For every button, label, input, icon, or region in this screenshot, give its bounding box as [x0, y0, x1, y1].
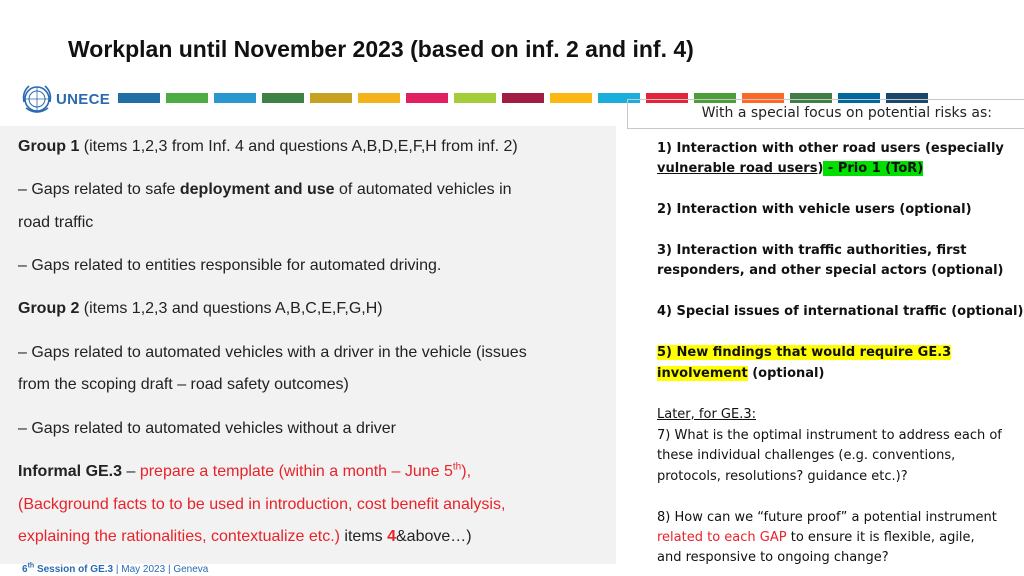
informal-line3	[18, 528, 472, 546]
gap-text: – Gaps related to safe	[18, 181, 180, 198]
risk-4: 4) Special issues of international traffic (optional)	[657, 304, 1024, 319]
informal-dash: –	[122, 463, 140, 480]
risk-5-highlight: 5) New findings that would require GE.3	[657, 345, 952, 360]
question-8-line1: 8) How can we “future proof” a potential instrument	[657, 510, 997, 525]
risk-1-line1: 1) Interaction with other road users (especially	[657, 141, 1004, 156]
group1-gap2: – Gaps related to entities responsible for automated driving.	[18, 257, 442, 274]
gap-text: of automated vehicles in	[334, 181, 512, 198]
unece-logo	[20, 82, 110, 116]
question-7-line2: these individual challenges (e.g. conventions,	[657, 448, 956, 463]
question-8-line2	[657, 528, 975, 549]
risk-1-line2	[657, 159, 923, 180]
risk-1-underlined: vulnerable road users	[657, 161, 818, 176]
informal-task-text: prepare a template (within a month – June 5	[139, 463, 453, 480]
sdg-color-segment	[550, 93, 592, 103]
risk-2: 2) Interaction with vehicle users (optional)	[657, 202, 972, 217]
group1-gap1-line1	[18, 181, 512, 199]
unece-wordmark: UNECE	[56, 90, 111, 108]
sdg-color-segment	[310, 93, 352, 103]
items-end: …)	[450, 528, 472, 545]
later-heading: Later, for GE.3:	[657, 407, 756, 422]
footer-date: May 2023	[121, 564, 166, 575]
sdg-color-segment	[454, 93, 496, 103]
risk-5-line2	[657, 364, 824, 385]
group2-gap1-line1: – Gaps related to automated vehicles with a driver in the vehicle (issues	[18, 344, 527, 361]
group2-gap1-line2: from the scoping draft – road safety outcomes)	[18, 376, 349, 393]
sdg-color-segment	[262, 93, 304, 103]
group2-line	[18, 300, 383, 318]
footer-separator: |	[113, 564, 122, 575]
informal-line1	[18, 463, 471, 481]
question-7-line1: 7) What is the optimal instrument to address each of	[657, 428, 1002, 443]
sdg-color-segment	[358, 93, 400, 103]
group2-detail: (items 1,2,3 and questions A,B,C,E,F,G,H)	[83, 300, 383, 317]
sdg-color-segment	[502, 93, 544, 103]
footer-place: Geneva	[173, 564, 209, 575]
sdg-color-segment	[406, 93, 448, 103]
question-8-red: related to each GAP	[657, 530, 787, 545]
page-title: Workplan until November 2023 (based on inf. 2 and inf. 4)	[68, 36, 694, 62]
prio-badge: - Prio 1 (ToR)	[823, 161, 924, 176]
sdg-color-segment	[118, 93, 160, 103]
informal-task	[140, 463, 471, 480]
group1-detail: (items 1,2,3 from Inf. 4 and questions A,B,D,E,F,H from inf. 2)	[83, 138, 518, 155]
footer-session-sup: th	[27, 562, 35, 570]
risk-3-line1: 3) Interaction with traffic authorities, first	[657, 243, 967, 258]
un-emblem-icon	[20, 82, 54, 116]
informal-line2: (Background facts to to be used in introduction, cost benefit analysis,	[18, 496, 506, 513]
risk-5-highlight: involvement	[657, 366, 748, 381]
group2-label: Group 2	[18, 300, 80, 317]
informal-task-sup: th	[452, 461, 462, 473]
items-above: &above	[396, 528, 451, 545]
risk-3-line2: responders, and other special actors (optional)	[657, 263, 1004, 278]
question-8-line3: and responsive to ongoing change?	[657, 550, 889, 565]
question-7-line3: protocols, resolutions? guidance etc.)?	[657, 469, 908, 484]
group1-line	[18, 138, 518, 156]
risk-5-optional: (optional)	[747, 366, 825, 381]
footer-session: Session of GE.3	[34, 564, 114, 575]
risk-5-line1	[657, 343, 951, 364]
risk-1-paren: )	[817, 161, 824, 176]
footer	[22, 564, 208, 575]
focus-heading: With a special focus on potential risks as:	[701, 105, 992, 121]
gap-emphasis: deployment and use	[179, 181, 335, 198]
focus-header-box	[627, 99, 1024, 129]
footer-session-num: 6	[22, 564, 28, 575]
sdg-color-segment	[214, 93, 256, 103]
informal-red-text: explaining the rationalities, contextualize etc.)	[18, 528, 340, 545]
group2-gap2: – Gaps related to automated vehicles without a driver	[18, 420, 396, 437]
group1-gap1-line2: road traffic	[18, 214, 94, 231]
group1-label: Group 1	[18, 138, 80, 155]
informal-task-end: ),	[461, 463, 472, 480]
items-text: items	[339, 528, 388, 545]
question-8-text: to ensure it is flexible, agile,	[786, 530, 975, 545]
items-number: 4	[387, 528, 396, 545]
informal-label: Informal GE.3	[18, 463, 123, 480]
footer-separator: |	[165, 564, 174, 575]
sdg-color-segment	[166, 93, 208, 103]
